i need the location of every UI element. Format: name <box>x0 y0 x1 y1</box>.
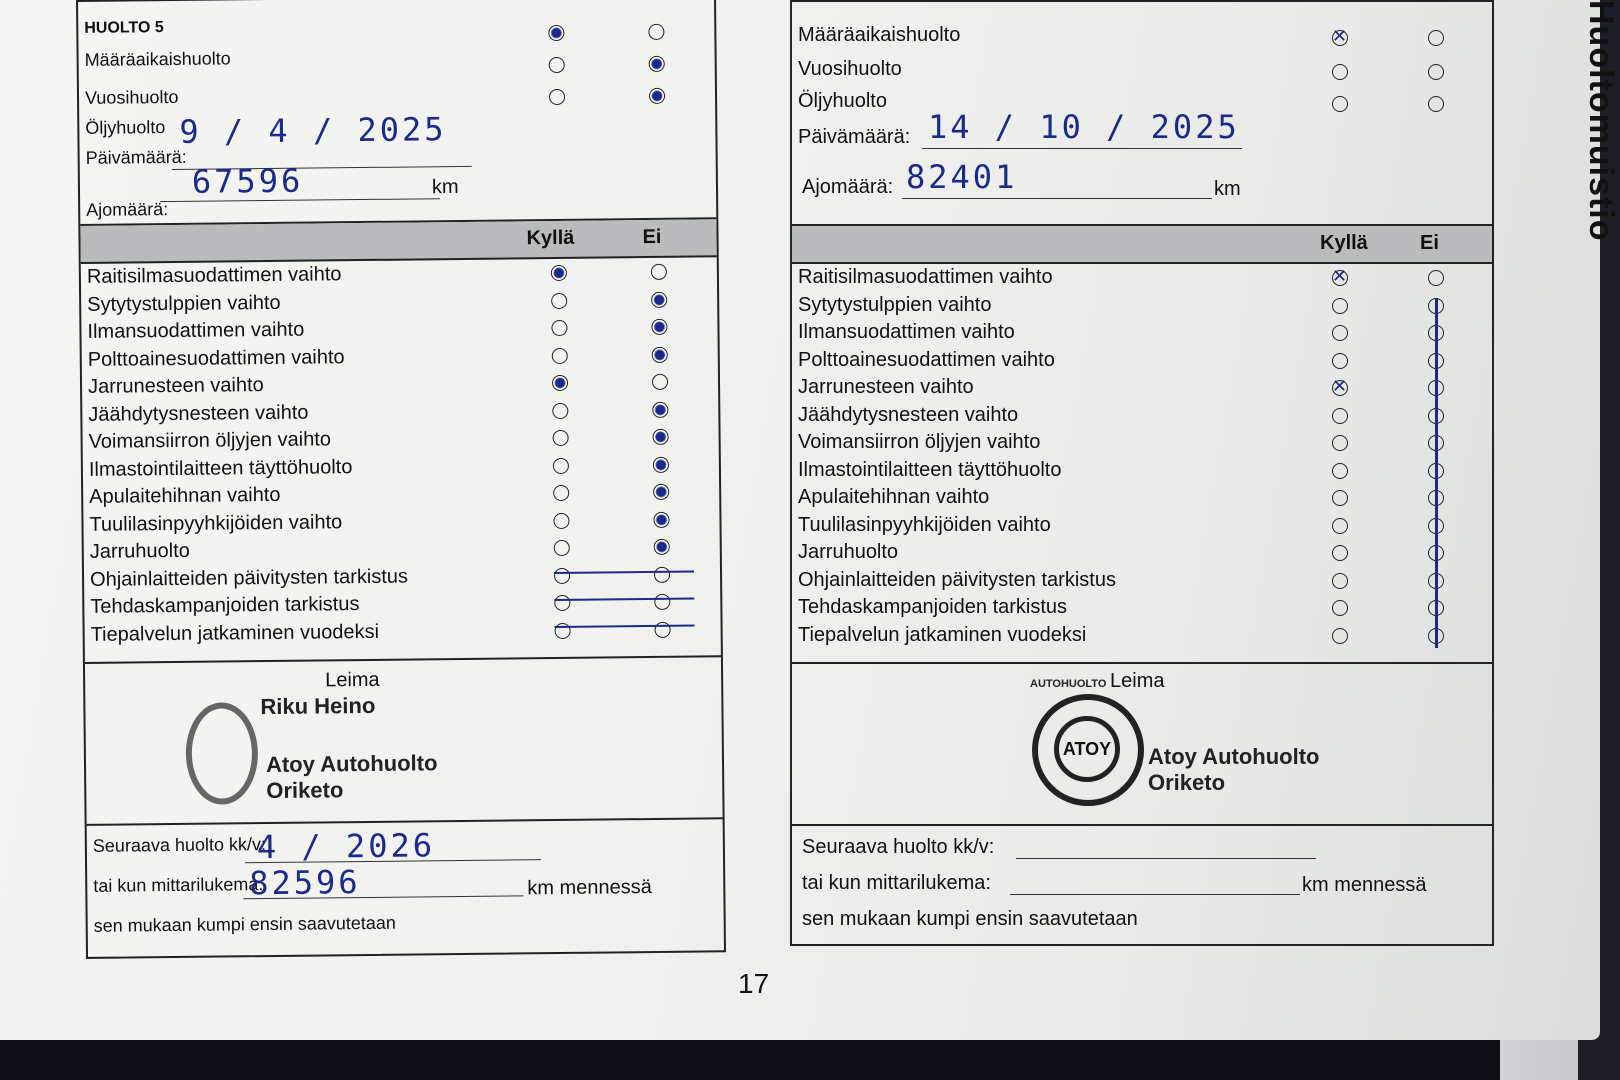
checklist-item-label: Ohjainlaitteiden päivitysten tarkistus <box>798 568 1116 591</box>
checkbox-no[interactable] <box>648 24 664 40</box>
stamp-company: Atoy Autohuolto <box>1148 744 1320 769</box>
checklist-item-label: Jarruhuolto <box>89 539 190 563</box>
checkbox-yes[interactable] <box>555 622 571 638</box>
checkbox-yes[interactable] <box>553 512 569 528</box>
checkbox-yes[interactable] <box>1332 600 1348 616</box>
header-row-label: Määräaikaishuolto <box>798 24 961 46</box>
stamp-logo-text: ATOY <box>1054 716 1120 782</box>
km-underline <box>902 198 1212 199</box>
checkbox-no[interactable] <box>649 88 665 104</box>
checklist-row <box>792 347 1492 375</box>
header-row-label: Öljyhuolto <box>798 90 887 112</box>
page-number: 17 <box>738 968 770 999</box>
km-unit: km <box>431 176 459 199</box>
checklist-row <box>792 429 1492 457</box>
checkbox-yes[interactable] <box>552 402 568 418</box>
side-title: Huoltomuistio <box>1582 0 1620 242</box>
stamp-label: Leima <box>1110 670 1165 692</box>
checkbox-no[interactable] <box>654 566 670 582</box>
checklist-item-label: Sytytystulppien vaihto <box>798 293 992 316</box>
checklist <box>81 257 721 664</box>
checkbox-no[interactable] <box>653 429 669 445</box>
checklist-row <box>792 484 1492 512</box>
checkbox-yes[interactable] <box>552 375 568 391</box>
checklist-row <box>792 457 1492 485</box>
stamp-label: Leima <box>325 668 380 692</box>
checklist-row <box>792 374 1492 402</box>
checkbox-yes[interactable] <box>1332 573 1348 589</box>
checkbox-yes[interactable] <box>1332 353 1348 369</box>
checklist-item-label: Raitisilmasuodattimen vaihto <box>798 266 1053 288</box>
checkbox-yes[interactable] <box>554 595 570 611</box>
stamp-area <box>85 657 723 826</box>
date-value: 9 / 4 / 2025 <box>179 110 447 151</box>
header-row-label: Vuosihuolto <box>84 86 179 108</box>
card-header <box>792 2 1492 226</box>
column-header-bar <box>792 226 1492 264</box>
checkbox-yes[interactable] <box>553 485 569 501</box>
col-no-label: Ei <box>1420 232 1439 254</box>
next-underline <box>1016 858 1316 859</box>
card-header <box>78 0 716 226</box>
checkbox-no[interactable] <box>652 374 668 390</box>
checkbox-yes[interactable] <box>1332 64 1348 80</box>
checkbox-no[interactable] <box>654 539 670 555</box>
checkbox-yes[interactable] <box>1332 545 1348 561</box>
checkbox-yes[interactable] <box>1332 30 1348 46</box>
checklist-item-label: Ohjainlaitteiden päivitysten tarkistus <box>89 565 409 591</box>
column-header-bar <box>80 219 716 264</box>
stamp-logo-icon <box>1032 694 1144 806</box>
km-value: 67596 <box>191 161 304 201</box>
checklist-item-label: Ilmastointilaitteen täyttöhuolto <box>88 455 353 481</box>
checklist-item-label: Tiepalvelun jatkaminen vuodeksi <box>798 623 1087 646</box>
checkbox-yes[interactable] <box>553 457 569 473</box>
checkbox-no[interactable] <box>653 511 669 527</box>
checklist-item-label: Tiepalvelun jatkaminen vuodeksi <box>90 620 380 646</box>
date-label: Päivämäärä: <box>85 146 187 168</box>
date-label: Päivämäärä: <box>798 126 911 148</box>
header-row-label: Öljyhuolto <box>85 117 166 138</box>
meter-label: tai kun mittarilukema: <box>802 872 991 894</box>
checkbox-yes[interactable] <box>1332 463 1348 479</box>
col-yes-label: Kyllä <box>1320 232 1368 254</box>
checklist <box>792 264 1492 664</box>
service-card-right <box>790 0 1494 946</box>
checkbox-no[interactable] <box>655 621 671 637</box>
checklist-item-label: Jäähdytysnesteen vaihto <box>798 403 1019 426</box>
stamp-company: Atoy Autohuolto <box>265 750 438 778</box>
checkbox-yes[interactable] <box>551 292 567 308</box>
next-label: Seuraava huolto kk/v: <box>92 834 267 856</box>
checkbox-yes[interactable] <box>549 57 565 73</box>
checklist-row <box>792 402 1492 430</box>
checkbox-no[interactable] <box>1428 270 1444 286</box>
checklist-item-label: Voimansiirron öljyjen vaihto <box>88 428 332 453</box>
meter-underline <box>1010 894 1300 895</box>
checkbox-yes[interactable] <box>1332 628 1348 644</box>
checklist-row <box>792 512 1492 540</box>
checkbox-no[interactable] <box>654 594 670 610</box>
footer-note: sen mukaan kumpi ensin saavutetaan <box>93 912 396 936</box>
checklist-item-label: Jäähdytysnesteen vaihto <box>88 401 309 426</box>
km-unit: km <box>1214 178 1241 200</box>
meter-label: tai kun mittarilukema: <box>93 874 264 896</box>
checkbox-yes[interactable] <box>1332 380 1348 396</box>
next-value: 4 / 2026 <box>256 826 436 867</box>
service-title: HUOLTO 5 <box>84 19 164 37</box>
checkbox-yes[interactable] <box>1332 325 1348 341</box>
checkbox-no[interactable] <box>651 291 667 307</box>
checklist-item-label: Apulaitehihnan vaihto <box>798 486 990 508</box>
checklist-item-label: Tehdaskampanjoiden tarkistus <box>798 596 1068 618</box>
footer-note: sen mukaan kumpi ensin saavutetaan <box>802 908 1138 930</box>
checklist-item-label: Sytytystulppien vaihto <box>87 291 281 316</box>
checklist-item-label: Ilmastointilaitteen täyttöhuolto <box>798 458 1062 481</box>
checkbox-yes[interactable] <box>1332 408 1348 424</box>
checkbox-no[interactable] <box>1428 96 1444 112</box>
checkbox-no[interactable] <box>1428 30 1444 46</box>
km-label: Ajomäärä: <box>802 176 894 198</box>
checkbox-no[interactable] <box>1428 64 1444 80</box>
checkbox-yes[interactable] <box>549 89 565 105</box>
checklist-row <box>792 319 1492 347</box>
km-value: 82401 <box>906 158 1018 196</box>
vertical-pen-line <box>1435 298 1438 648</box>
checkbox-no[interactable] <box>651 264 667 280</box>
checklist-item-label: Ilmansuodattimen vaihto <box>87 318 305 343</box>
checklist-item-label: Raitisilmasuodattimen vaihto <box>86 263 342 288</box>
col-no-label: Ei <box>642 225 662 249</box>
checkbox-yes[interactable] <box>1332 435 1348 451</box>
meter-unit: km mennessä <box>1302 874 1427 896</box>
km-label: Ajomäärä: <box>86 199 169 220</box>
stamp-name: Riku Heino <box>260 692 376 720</box>
checkbox-yes[interactable] <box>1332 490 1348 506</box>
checklist-item-label: Tehdaskampanjoiden tarkistus <box>90 593 360 618</box>
next-service <box>87 819 724 946</box>
checkbox-no[interactable] <box>652 346 668 362</box>
stamp-logo-icon <box>185 702 258 805</box>
checklist-item-label: Polttoainesuodattimen vaihto <box>87 345 345 371</box>
col-yes-label: Kyllä <box>526 226 575 250</box>
checklist-item-label: Polttoainesuodattimen vaihto <box>798 348 1055 371</box>
checkbox-no[interactable] <box>653 484 669 500</box>
stamp-area <box>792 664 1492 826</box>
checklist-item-label: Jarrunesteen vaihto <box>87 374 264 398</box>
checkbox-no[interactable] <box>652 401 668 417</box>
checkbox-yes[interactable] <box>554 567 570 583</box>
stamp-ring-text: AUTOHUOLTO <box>1030 678 1107 690</box>
checklist-item-label: Apulaitehihnan vaihto <box>89 483 281 508</box>
checkbox-no[interactable] <box>649 56 665 72</box>
checklist-item-label: Jarrunesteen vaihto <box>798 376 974 398</box>
checkbox-yes[interactable] <box>552 347 568 363</box>
checklist-item-label: Ilmansuodattimen vaihto <box>798 321 1015 343</box>
meter-unit: km mennessä <box>527 876 652 900</box>
checkbox-yes[interactable] <box>1332 298 1348 314</box>
checklist-item-label: Tuulilasinpyyhkijöiden vaihto <box>798 513 1051 536</box>
checkbox-yes[interactable] <box>1332 96 1348 112</box>
checklist-row <box>792 567 1492 595</box>
checkbox-yes[interactable] <box>1332 270 1348 286</box>
header-row-label: Määräaikaishuolto <box>84 48 231 70</box>
next-label: Seuraava huolto kk/v: <box>802 836 995 858</box>
stamp-city: Oriketo <box>266 777 344 804</box>
checklist-row <box>792 622 1492 650</box>
checklist-row <box>792 264 1492 292</box>
checklist-row <box>792 594 1492 622</box>
checklist-item-label: Voimansiirron öljyjen vaihto <box>798 431 1041 453</box>
checklist-row <box>792 539 1492 567</box>
date-value: 14 / 10 / 2025 <box>928 108 1240 146</box>
date-underline <box>922 148 1242 149</box>
stamp-city: Oriketo <box>1148 770 1226 795</box>
checkbox-yes[interactable] <box>553 430 569 446</box>
checkbox-no[interactable] <box>653 456 669 472</box>
checkbox-yes[interactable] <box>551 265 567 281</box>
checklist-row <box>792 292 1492 320</box>
checkbox-yes[interactable] <box>551 320 567 336</box>
service-card-left <box>76 0 726 959</box>
checkbox-yes[interactable] <box>554 540 570 556</box>
header-row-label: Vuosihuolto <box>798 58 902 80</box>
checkbox-yes[interactable] <box>548 25 564 41</box>
meter-value: 82596 <box>249 863 361 903</box>
checkbox-yes[interactable] <box>1332 518 1348 534</box>
checklist-item-label: Tuulilasinpyyhkijöiden vaihto <box>89 510 343 536</box>
next-service <box>792 826 1492 946</box>
checklist-row <box>85 615 721 650</box>
checkbox-no[interactable] <box>651 319 667 335</box>
checklist-item-label: Jarruhuolto <box>798 541 899 563</box>
